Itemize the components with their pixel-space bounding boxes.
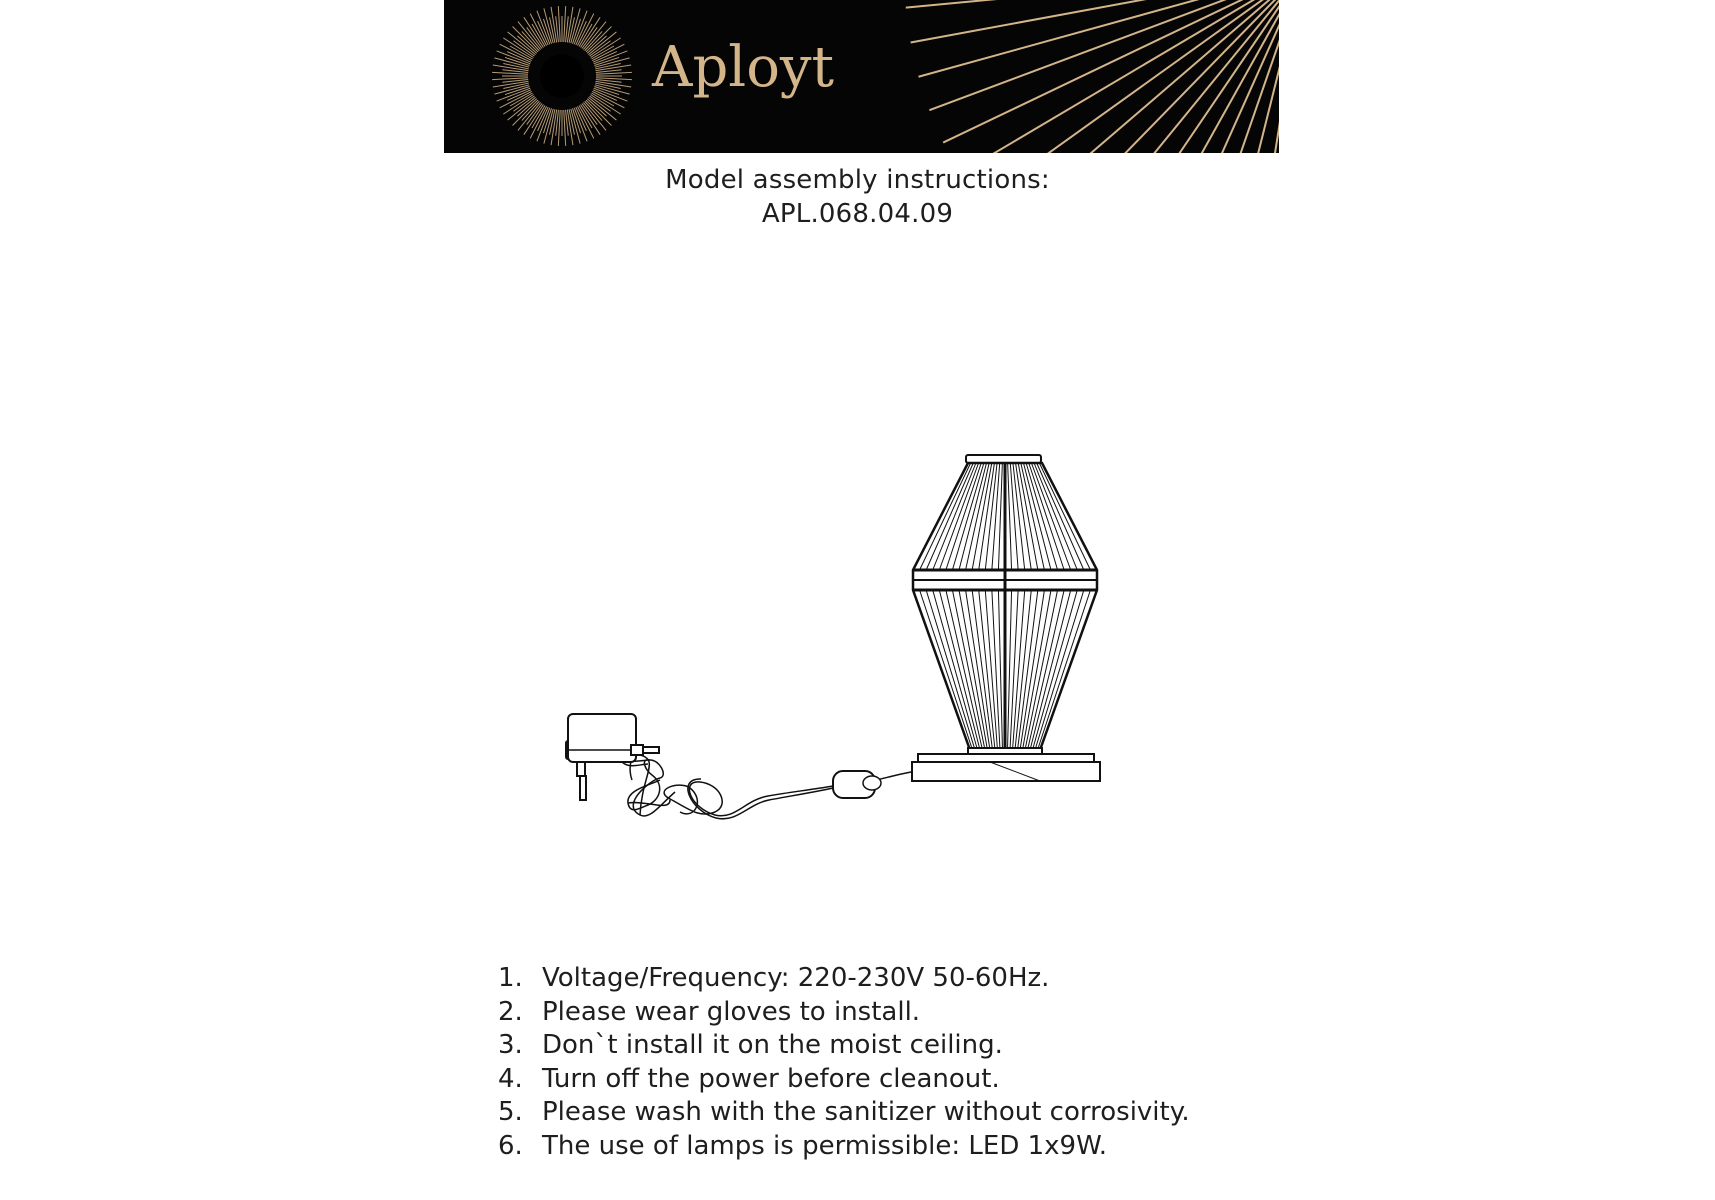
list-item-number: 1. <box>498 963 523 993</box>
lamp-base-icon <box>912 748 1100 781</box>
cord-switch-icon <box>628 755 911 819</box>
list-item-number: 3. <box>498 1030 523 1061</box>
model-number: APL.068.04.09 <box>761 199 954 229</box>
list-item-text: Please wear gloves to install. <box>542 996 921 1027</box>
document-title: Model assembly instructions: <box>665 165 1050 195</box>
list-item-text: Voltage/Frequency: 220-230V 50-60Hz. <box>542 963 1050 993</box>
list-item-text: The use of lamps is permissible: LED 1x9W. <box>542 1130 1108 1161</box>
list-item-number: 5. <box>498 1097 523 1128</box>
list-item-text: Turn off the power before cleanout. <box>542 1063 1000 1094</box>
list-item <box>498 1096 1190 1130</box>
instruction-notes-list <box>498 962 1190 1164</box>
list-item-text: Don`t install it on the moist ceiling. <box>542 1030 1003 1061</box>
list-item <box>498 1063 1190 1097</box>
brand-logo-text: Aployt <box>652 35 835 100</box>
lamp-shade-icon <box>913 455 1097 750</box>
list-item <box>498 996 1190 1030</box>
list-item-number: 4. <box>498 1063 523 1094</box>
list-item-text: Please wash with the sanitizer without corrosivity. <box>542 1097 1190 1128</box>
list-item-number: 2. <box>498 996 523 1027</box>
list-item <box>498 1130 1190 1164</box>
list-item <box>498 1029 1190 1063</box>
list-item <box>498 962 1190 996</box>
list-item-number: 6. <box>498 1130 523 1161</box>
